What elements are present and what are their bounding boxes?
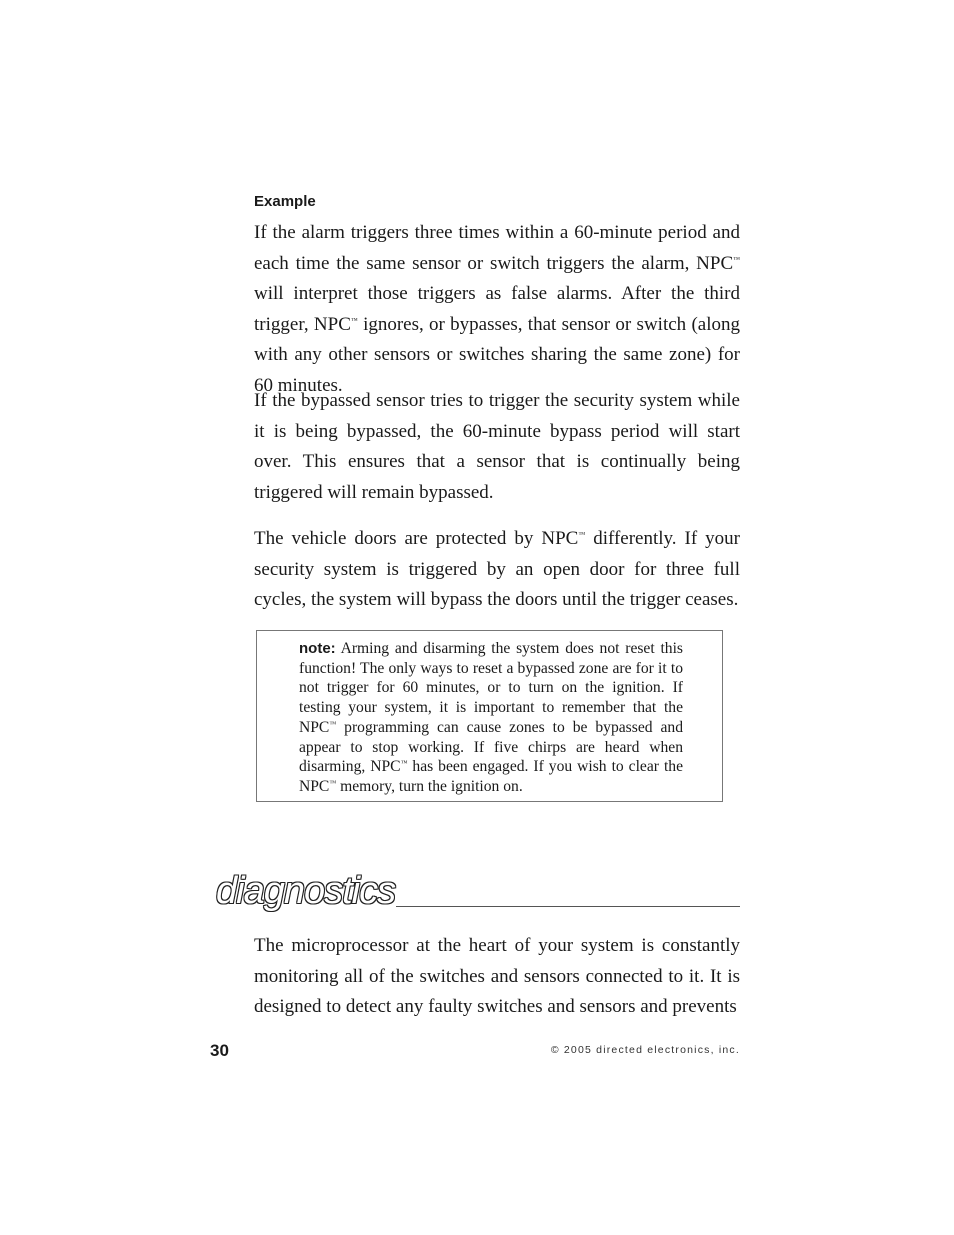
paragraph-text: ignores, or bypasses, that sensor or switch (along with any other sensors or switches sharing the same zone) for 60 minutes. [254,313,740,396]
paragraph-npc-example [254,218,740,401]
paragraph-bypass-restart: If the bypassed sensor tries to trigger the security system while it is being bypassed, the 60-minute bypass period will start over. This ensures that a sensor that is continually being triggered will remain bypassed. [254,390,740,503]
example-heading: Example [254,193,316,210]
note-body: has been engaged. If you wish to clear the NPC [299,758,683,795]
trademark-symbol: ™ [578,530,586,539]
section-title-diagnostics: diagnostics [216,870,396,912]
note-body: memory, turn the ignition on. [336,777,523,795]
note-body: programming can cause zones to be bypassed and appear to stop working. If five chirps are heard when disarming, NPC [299,718,683,776]
trademark-symbol: ™ [400,759,408,768]
copyright-notice: © 2005 directed electronics, inc. [550,1044,740,1056]
note-label: note: [299,640,336,657]
page-number: 30 [210,1041,229,1060]
paragraph-text: If the alarm triggers three times within a 60-minute period and each time the same sensor or switch triggers the alarm, NPC [254,222,740,274]
trademark-symbol: ™ [329,778,337,787]
trademark-symbol: ™ [350,316,358,325]
paragraph-microprocessor: The microprocessor at the heart of your system is constantly monitoring all of the switches and sensors connected to it. It is designed to detect any faulty switches and sensors and prevents [254,935,740,1017]
note-body: Arming and disarming the system does not reset this function! The only ways to reset a bypassed zone are for it to not trigger for 60 minutes, or to turn on the ignition. If testing your system, it is important to remember that the NPC [299,640,683,736]
paragraph-text: The vehicle doors are protected by NPC [254,528,579,549]
section-divider [396,906,740,907]
trademark-symbol: ™ [733,255,740,264]
note-text [299,639,683,797]
note-box [256,630,723,802]
paragraph-text: will interpret those triggers as false alarms. After the third trigger, NPC [254,283,740,335]
paragraph-vehicle-doors [254,524,740,616]
paragraph-text: differently. If your security system is triggered by an open door for three full cycles, the system will bypass the doors until the trigger ceases. [254,528,740,610]
trademark-symbol: ™ [329,719,337,728]
